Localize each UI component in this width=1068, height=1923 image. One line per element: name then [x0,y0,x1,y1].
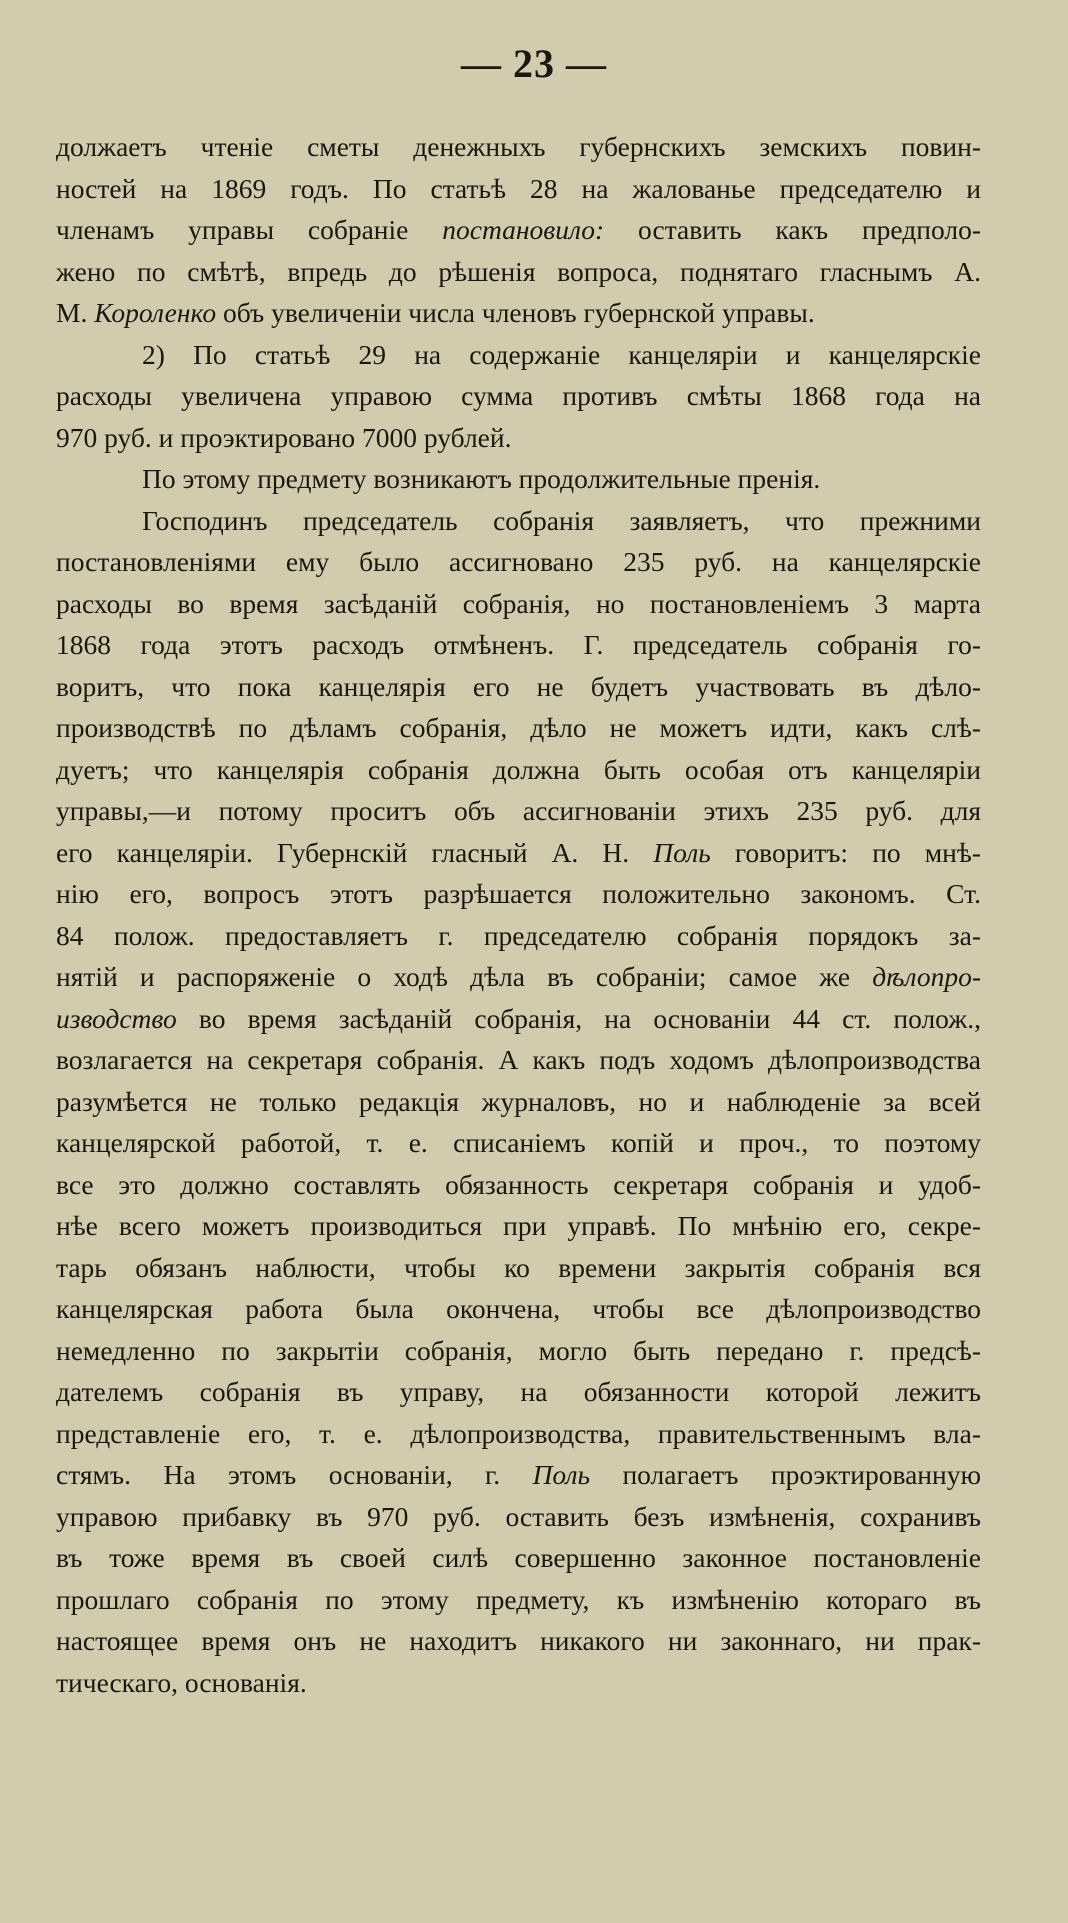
italic-name: изводство [56,1002,177,1034]
text-run: дуетъ; что канцелярія собранія должна быть особая отъ канцеляріи [56,753,981,785]
text-line [56,873,981,915]
text-line [56,417,981,459]
text-line [56,1081,981,1123]
text-run: немедленно по закрытіи собранія, могло быть передано г. предсѣ- [56,1334,981,1366]
text-run: производствѣ по дѣламъ собранія, дѣло не можетъ идти, какъ слѣ- [56,712,981,743]
text-run: членамъ управы собраніе [56,214,443,245]
text-line [56,168,981,210]
text-run: объ увеличеніи числа членовъ губернской управы. [216,297,815,328]
text-run: настоящее время онъ не находитъ никакого ни законнаго, ни прак- [56,1625,981,1656]
text-line [56,749,981,791]
text-line [56,624,981,666]
text-line [56,292,981,334]
text-line [56,1205,981,1247]
page-number: — 23 — [461,41,607,86]
text-line [56,832,981,874]
text-run: М. [56,297,95,328]
text-run: 1868 года этотъ расходъ отмѣненъ. Г. председатель собранія го- [56,629,981,660]
text-run: въ тоже время въ своей силѣ совершенно законное постановленіе [56,1542,981,1573]
text-line [56,998,981,1040]
italic-name: Поль [653,836,711,868]
text-run: представленіе его, т. е. дѣлопроизводства, правительственнымъ вла- [56,1417,981,1449]
text-run: управы,—и потому проситъ объ ассигнованіи этихъ 235 руб. для [56,795,981,826]
text-run: 84 полож. предоставляетъ г. председателю собранія порядокъ за- [56,919,981,951]
text-run: канцелярской работой, т. е. списаніемъ копій и проч., то поэтому [56,1127,981,1158]
italic-name: Поль [532,1459,590,1490]
text-run: расходы увеличена управою сумма противъ смѣты 1868 года на [56,380,981,411]
text-run: оставить какъ предполо- [604,214,982,245]
text-run: дателемъ собранія въ управу, на обязанности которой лежитъ [56,1376,981,1407]
text-line [56,1288,981,1330]
text-line [56,1620,981,1662]
text-line [56,1579,981,1621]
italic-name: дѣлопро- [872,961,981,992]
text-run: возлагается на секретаря собранія. А какъ подъ ходомъ дѣлопроизводства [56,1044,981,1075]
italic-name: постановило: [442,214,605,245]
text-line [56,1371,981,1413]
text-run: ностей на 1869 годъ. По статьѣ 28 на жалованье председателю и [56,172,981,204]
text-run: нятій и распоряженіе о ходѣ дѣла въ собраніи; самое же [56,961,873,992]
text-run: во время засѣданій собранія, на основаніи 44 ст. полож., [176,1002,981,1034]
text-line [56,334,981,376]
text-line [56,1330,981,1372]
text-line [56,956,981,998]
text-line [56,375,981,417]
text-run: прошлаго собранія по этому предмету, къ измѣненію котораго въ [56,1583,981,1615]
text-line [56,126,981,168]
text-line [56,583,981,625]
text-run: расходы во время засѣданій собранія, но постановленіемъ 3 марта [56,587,981,619]
text-run: 2) По статьѣ 29 на содержаніе канцеляріи и канцелярскіе [142,338,981,370]
text-line [56,1662,981,1704]
text-run: жено по смѣтѣ, впредь до рѣшенія вопроса, поднятаго гласнымъ А. [56,255,981,287]
text-run: разумѣется не только редакція журналовъ, но и наблюденіе за всей [56,1085,981,1117]
text-line [56,1039,981,1081]
text-line [56,1454,981,1496]
text-line [56,1247,981,1289]
text-line [56,1413,981,1455]
text-line [56,251,981,293]
text-line [56,500,981,542]
text-run: управою прибавку въ 970 руб. оставить безъ измѣненія, сохранивъ [56,1500,981,1532]
text-run: все это должно составлять обязанность секретаря собранія и удоб- [56,1168,981,1200]
text-run: нію его, вопросъ этотъ разрѣшается положительно закономъ. Ст. [56,878,981,909]
text-run: полагаетъ проэктированную [590,1459,981,1490]
text-line [56,666,981,708]
body-text [56,126,981,1703]
text-run: стямъ. На этомъ основаніи, г. [56,1459,533,1490]
text-line [56,1496,981,1538]
text-line [56,209,981,251]
text-run: постановленіями ему было ассигновано 235 руб. на канцелярскіе [56,546,981,577]
italic-name: Короленко [94,297,217,328]
text-line [56,458,981,500]
text-run: канцелярская работа была окончена, чтобы все дѣлопроизводство [56,1293,981,1324]
text-line [56,707,981,749]
text-run: 970 руб. и проэктировано 7000 рублей. [56,421,512,453]
text-line [56,790,981,832]
text-run: тарь обязанъ наблюсти, чтобы ко времени закрытія собранія вся [56,1251,981,1283]
text-run: воритъ, что пока канцелярія его не будетъ участвовать въ дѣло- [56,670,981,702]
text-run: говоритъ: по мнѣ- [710,836,981,868]
text-line [56,541,981,583]
text-run: его канцеляріи. Губернскій гласный А. Н. [56,836,654,868]
text-run: нѣе всего можетъ производиться при управѣ. По мнѣнію его, секре- [56,1210,981,1241]
text-line [56,1164,981,1206]
text-line [56,1122,981,1164]
text-line [56,1537,981,1579]
text-run: тическаго, основанія. [56,1666,307,1698]
text-run: должаетъ чтеніе сметы денежныхъ губернскихъ земскихъ повин- [56,131,981,162]
text-run: По этому предмету возникаютъ продолжительные пренія. [142,463,821,494]
text-line [56,915,981,957]
text-run: Господинъ председатель собранія заявляетъ, что прежними [142,504,981,536]
